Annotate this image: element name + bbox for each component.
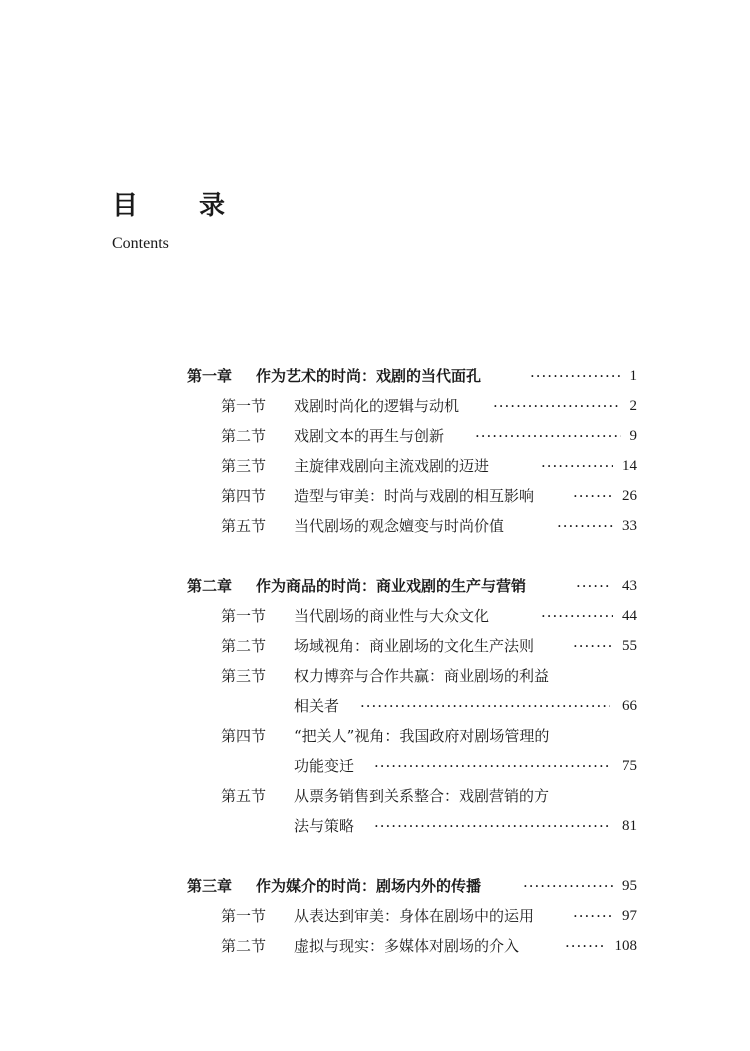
toc-title: 场域视角：商业剧场的文化生产法则 — [294, 637, 535, 655]
toc-leader — [573, 634, 613, 658]
toc-label: 第三章 — [187, 877, 233, 895]
toc-section-3-1[interactable] — [221, 904, 637, 928]
toc-page: 33 — [622, 518, 637, 534]
toc-page: 1 — [629, 368, 637, 384]
toc-page: 55 — [622, 638, 637, 654]
toc-leader — [573, 904, 613, 928]
toc-label: 第二节 — [221, 937, 267, 955]
toc-chapter-2[interactable] — [187, 574, 637, 598]
toc-title-cont: 法与策略 — [294, 817, 355, 835]
toc-title: 虚拟与现实：多媒体对剧场的介入 — [294, 937, 520, 955]
toc-label: 第一章 — [187, 367, 233, 385]
page-title: 目 录 — [112, 191, 252, 221]
toc-label: 第五节 — [221, 517, 267, 535]
toc-label: 第四节 — [221, 727, 267, 745]
toc-title: 主旋律戏剧向主流戏剧的迈进 — [294, 457, 490, 475]
toc-label: 第二章 — [187, 577, 233, 595]
toc-leader — [541, 454, 613, 478]
toc-page: 95 — [622, 878, 637, 894]
toc-page: 66 — [622, 698, 637, 714]
toc-title: 戏剧文本的再生与创新 — [294, 427, 445, 445]
toc-leader — [530, 364, 620, 388]
toc-title: 从票务销售到关系整合：戏剧营销的方 — [294, 787, 550, 805]
toc-label: 第三节 — [221, 667, 267, 685]
page-subtitle: Contents — [112, 235, 169, 252]
toc-section-2-3[interactable] — [221, 664, 637, 688]
toc-section-1-5[interactable] — [221, 514, 637, 538]
toc-title: 作为艺术的时尚：戏剧的当代面孔 — [256, 367, 482, 385]
toc-label: 第三节 — [221, 457, 267, 475]
toc-leader — [493, 394, 621, 418]
toc-page: 108 — [614, 938, 637, 954]
toc-title: 戏剧时尚化的逻辑与动机 — [294, 397, 460, 415]
toc-section-1-3[interactable] — [221, 454, 637, 478]
toc-leader — [557, 514, 613, 538]
toc-title: 作为商品的时尚：商业戏剧的生产与营销 — [256, 577, 527, 595]
toc-label: 第一节 — [221, 907, 267, 925]
toc-page: 14 — [622, 458, 637, 474]
toc-chapter-3[interactable] — [187, 874, 637, 898]
toc-section-2-5[interactable] — [221, 784, 637, 808]
toc-page: 43 — [622, 578, 637, 594]
toc-leader — [573, 484, 613, 508]
toc-title: 当代剧场的观念嬗变与时尚价值 — [294, 517, 505, 535]
toc-section-1-4[interactable] — [221, 484, 637, 508]
toc-label: 第二节 — [221, 427, 267, 445]
toc-section-2-4-cont[interactable] — [294, 754, 637, 778]
toc-leader — [374, 814, 610, 838]
toc-section-2-5-cont[interactable] — [294, 814, 637, 838]
toc-title: 从表达到审美：身体在剧场中的运用 — [294, 907, 535, 925]
toc-section-1-2[interactable] — [221, 424, 637, 448]
toc-page: 26 — [622, 488, 637, 504]
toc-page: 97 — [622, 908, 637, 924]
toc-title: 当代剧场的商业性与大众文化 — [294, 607, 490, 625]
toc-leader — [576, 574, 612, 598]
toc-section-1-1[interactable] — [221, 394, 637, 418]
toc-section-2-3-cont[interactable] — [294, 694, 637, 718]
toc-section-2-4[interactable] — [221, 724, 637, 748]
toc-title: 作为媒介的时尚：剧场内外的传播 — [256, 877, 482, 895]
toc-title: “把关人”视角：我国政府对剧场管理的 — [294, 727, 550, 745]
toc-chapter-1[interactable] — [187, 364, 637, 388]
toc-leader — [360, 694, 610, 718]
toc-label: 第一节 — [221, 397, 267, 415]
toc-label: 第四节 — [221, 487, 267, 505]
toc-page: 81 — [622, 818, 637, 834]
toc-label: 第五节 — [221, 787, 267, 805]
toc-leader — [475, 424, 621, 448]
toc-section-2-2[interactable] — [221, 634, 637, 658]
toc-label: 第一节 — [221, 607, 267, 625]
toc-title-cont: 功能变迁 — [294, 757, 355, 775]
toc-title: 权力博弈与合作共赢：商业剧场的利益 — [294, 667, 550, 685]
toc-page: 2 — [629, 398, 637, 414]
toc-page: 9 — [629, 428, 637, 444]
toc-title: 造型与审美：时尚与戏剧的相互影响 — [294, 487, 535, 505]
toc-leader — [565, 934, 605, 958]
toc-title-cont: 相关者 — [294, 697, 340, 715]
toc-leader — [541, 604, 613, 628]
toc-section-2-1[interactable] — [221, 604, 637, 628]
toc-page: 44 — [622, 608, 637, 624]
toc-leader — [374, 754, 610, 778]
toc-section-3-2[interactable] — [221, 934, 637, 958]
toc-leader — [523, 874, 613, 898]
toc-label: 第二节 — [221, 637, 267, 655]
toc-page: 75 — [622, 758, 637, 774]
